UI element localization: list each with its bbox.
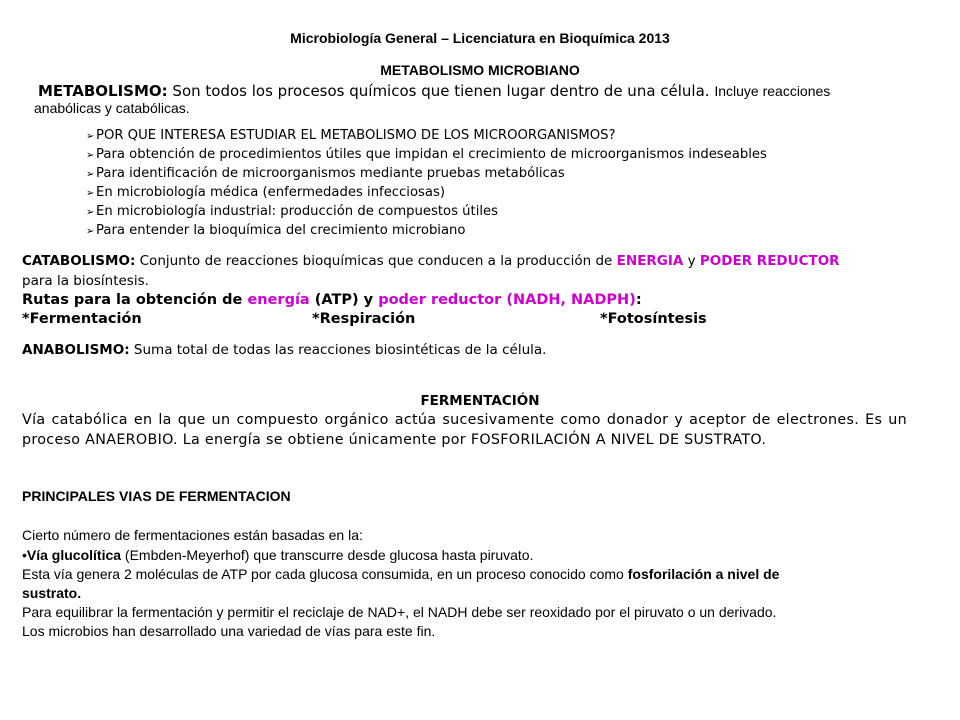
list-item-text: Para identificación de microorganismos mediante pruebas metabólicas [96, 166, 565, 181]
ruta-respiracion: *Respiración [312, 311, 416, 327]
rutas-text: Rutas para la obtención de [22, 292, 248, 308]
catabolismo-text: Conjunto de reacciones bioquímicas que conducen a la producción de [135, 253, 617, 269]
anabolismo-definition [22, 342, 546, 358]
catabolismo-definition [22, 253, 840, 269]
list-item [86, 221, 767, 240]
ruta-fotosintesis: *Fotosíntesis [600, 311, 707, 327]
ruta-fermentacion: *Fermentación [22, 311, 142, 327]
list-item [86, 145, 767, 164]
arrow-bullet-icon: ➢ [86, 150, 95, 161]
cierto-text: Cierto número de fermentaciones están basadas en la: [22, 527, 363, 543]
energia-highlight: energía [247, 292, 310, 308]
arrow-bullet-icon: ➢ [86, 207, 95, 218]
catabolismo-definition-continued: para la biosíntesis. [22, 273, 149, 289]
atp-yield-normal: Esta vía genera 2 moléculas de ATP por cada glucosa consumida, en un proceso conocido como [22, 566, 628, 582]
bullet-dot-icon: • [22, 547, 27, 563]
anabolismo-text: Suma total de todas las reacciones biosintéticas de la célula. [129, 342, 547, 358]
atp-yield-text [22, 566, 779, 582]
vias-title: PRINCIPALES VIAS DE FERMENTACION [22, 488, 291, 504]
list-item [86, 126, 767, 145]
arrow-bullet-icon: ➢ [86, 169, 95, 180]
catabolismo-term: CATABOLISMO: [22, 253, 136, 269]
microbes-text: Los microbios han desarrollado una variedad de vías para este fin. [22, 623, 436, 639]
fermentacion-title: FERMENTACIÓN [420, 393, 540, 409]
arrow-bullet-icon: ➢ [86, 188, 95, 199]
via-glucolitica-name: Vía glucolítica [26, 547, 122, 563]
equilibrar-text: Para equilibrar la fermentación y permitir el reciclaje de NAD+, el NADH debe ser reoxidado por el piruvato o un derivado. [22, 604, 777, 620]
catabolismo-y: y [683, 253, 700, 269]
metabolismo-definition-continued: anabólicas y catabólicas. [34, 100, 190, 116]
list-item-text: POR QUE INTERESA ESTUDIAR EL METABOLISMO DE LOS MICROORGANISMOS? [96, 128, 616, 143]
energia-highlight: ENERGIA [616, 253, 684, 269]
list-item [86, 164, 767, 183]
anabolismo-term: ANABOLISMO: [22, 342, 130, 358]
atp-yield-text-continued: sustrato. [22, 585, 82, 601]
document-title: Microbiología General – Licenciatura en Bioquímica 2013 [290, 30, 670, 46]
nadh-highlight: (NADH, NADPH) [501, 292, 636, 308]
section-title: METABOLISMO MICROBIANO [380, 62, 580, 78]
rutas-colon: : [635, 292, 642, 308]
arrow-bullet-icon: ➢ [86, 226, 95, 237]
list-item-text: En microbiología industrial: producción de compuestos útiles [96, 204, 499, 219]
list-item [86, 183, 767, 202]
poder-reductor-highlight: poder reductor [378, 292, 502, 308]
arrow-bullet-icon: ➢ [86, 131, 95, 142]
metabolismo-definition [38, 82, 830, 100]
via-glucolitica-text: (Embden-Meyerhof) que transcurre desde glucosa hasta piruvato. [121, 547, 534, 563]
rutas-list [22, 311, 722, 331]
list-item-text: En microbiología médica (enfermedades infecciosas) [96, 185, 446, 200]
fermentacion-paragraph: Vía catabólica en la que un compuesto orgánico actúa sucesivamente como donador y aceptor de electrones. Es un proceso ANAEROBIO. La energía se obtiene únicamente por FOSFORILACIÓN A NIVEL DE SUSTRATO. [22, 412, 907, 448]
poder-reductor-highlight: PODER REDUCTOR [699, 253, 840, 269]
rutas-heading [22, 292, 642, 308]
fosforilacion-bold: fosforilación a nivel de [627, 566, 780, 582]
list-item-text: Para obtención de procedimientos útiles que impidan el crecimiento de microorganismos indeseables [96, 147, 767, 162]
list-item [86, 202, 767, 221]
reasons-list [86, 126, 767, 240]
metabolismo-text: Son todos los procesos químicos que tienen lugar dentro de una célula. [167, 82, 715, 100]
rutas-text: (ATP) y [309, 292, 379, 308]
list-item-text: Para entender la bioquímica del crecimiento microbiano [96, 223, 466, 238]
metabolismo-includes: Incluye reacciones [714, 83, 831, 99]
via-glucolitica-item [22, 547, 534, 563]
metabolismo-term: METABOLISMO: [38, 82, 168, 100]
